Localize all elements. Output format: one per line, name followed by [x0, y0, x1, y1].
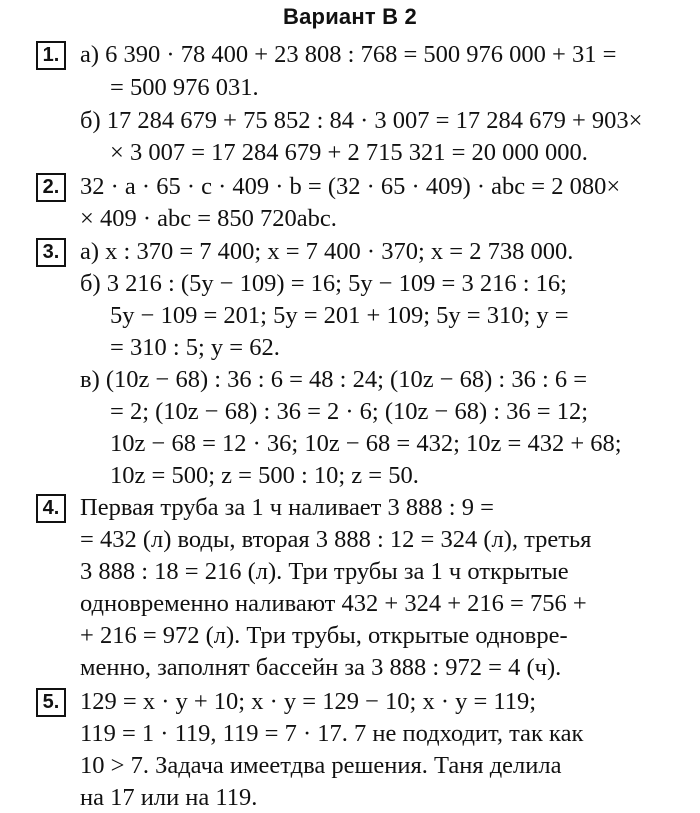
- problem-4-line-6: менно, заполнят бассейн за 3 888 : 972 = 4 (ч).: [80, 654, 562, 681]
- problem-3-line-8: 10z = 500; z = 500 : 10; z = 50.: [110, 462, 419, 489]
- problem-number-1: 1.: [36, 41, 66, 70]
- problem-4-line-5: + 216 = 972 (л). Три трубы, открытые одновре-: [80, 622, 568, 649]
- problem-3-line-7: 10z − 68 = 12 · 36; 10z − 68 = 432; 10z = 432 + 68;: [110, 430, 622, 457]
- problem-5-line-4: на 17 или на 119.: [80, 784, 258, 811]
- problem-3-line-5: в) (10z − 68) : 36 : 6 = 48 : 24; (10z − 68) : 36 : 6 =: [80, 366, 588, 393]
- problem-1-line-4: × 3 007 = 17 284 679 + 2 715 321 = 20 000 000.: [110, 139, 588, 166]
- problem-3-line-4: = 310 : 5; y = 62.: [110, 334, 280, 361]
- problem-4-line-3: 3 888 : 18 = 216 (л). Три трубы за 1 ч открытые: [80, 558, 569, 585]
- problem-3-line-3: 5y − 109 = 201; 5y = 201 + 109; 5y = 310; y =: [110, 302, 569, 329]
- problem-2-line-1: 32 · a · 65 · c · 409 · b = (32 · 65 · 409) · abc = 2 080×: [80, 173, 621, 200]
- problem-1-line-1: а) 6 390 · 78 400 + 23 808 : 768 = 500 976 000 + 31 =: [80, 41, 617, 68]
- problem-3-line-6: = 2; (10z − 68) : 36 = 2 · 6; (10z − 68) : 36 = 12;: [110, 398, 589, 425]
- problem-number-5: 5.: [36, 688, 66, 717]
- problem-3-line-1: а) x : 370 = 7 400; x = 7 400 · 370; x = 2 738 000.: [80, 238, 574, 265]
- problem-4-line-4: одновременно наливают 432 + 324 + 216 = 756 +: [80, 590, 587, 617]
- problem-1-line-2: = 500 976 031.: [110, 74, 259, 101]
- page-title: Вариант В 2: [283, 4, 417, 29]
- problem-5-line-1: 129 = x · y + 10; x · y = 129 − 10; x · y = 119;: [80, 688, 537, 715]
- problem-number-4: 4.: [36, 494, 66, 523]
- problem-5-line-2: 119 = 1 · 119, 119 = 7 · 17. 7 не подходит, так как: [80, 720, 584, 747]
- problem-3-line-2: б) 3 216 : (5y − 109) = 16; 5y − 109 = 3 216 : 16;: [80, 270, 567, 297]
- problem-1-line-3: б) 17 284 679 + 75 852 : 84 · 3 007 = 17 284 679 + 903×: [80, 107, 643, 134]
- problem-4-line-1: Первая труба за 1 ч наливает 3 888 : 9 =: [80, 494, 494, 521]
- problem-number-2: 2.: [36, 173, 66, 202]
- problem-5-line-3: 10 > 7. Задача имеетдва решения. Таня делила: [80, 752, 562, 779]
- problem-number-3: 3.: [36, 238, 66, 267]
- problem-2-line-2: × 409 · abc = 850 720abc.: [80, 205, 337, 232]
- problem-4-line-2: = 432 (л) воды, вторая 3 888 : 12 = 324 (л), третья: [80, 526, 592, 553]
